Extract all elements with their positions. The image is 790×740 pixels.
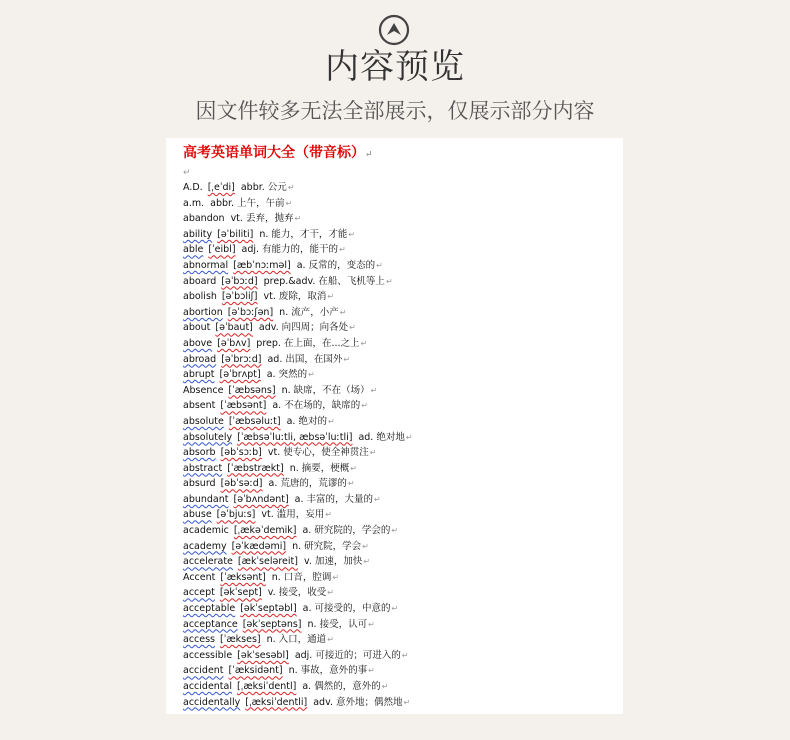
paragraph-mark: ↵ xyxy=(350,463,357,473)
word-entry xyxy=(183,617,413,633)
word-entry xyxy=(183,305,413,321)
entry-definition: n. 能力，才干，才能 xyxy=(259,228,348,240)
entry-definition: n. 研究院，学会 xyxy=(292,540,362,552)
paragraph-mark: ↵ xyxy=(294,214,302,224)
entry-phonetic: [ˈæksidənt] xyxy=(228,665,283,677)
entry-definition: vt. 使专心，使全神贯注 xyxy=(267,447,369,459)
entry-definition: adj. 有能力的，能干的 xyxy=(241,244,339,256)
paragraph-mark: ↵ xyxy=(343,354,351,364)
entry-definition: n. 口音，腔调 xyxy=(271,571,332,583)
entry-word: abandon xyxy=(183,213,225,225)
entry-word: absolute xyxy=(183,415,224,427)
word-entry xyxy=(183,320,413,336)
entry-definition: n. 事故，意外的事 xyxy=(288,665,368,677)
entry-word: abortion xyxy=(183,306,223,318)
word-entry xyxy=(183,336,413,352)
paragraph-mark: ↵ xyxy=(327,588,334,598)
entry-definition: n. 缺席，不在（场） xyxy=(281,384,370,396)
entry-phonetic: [ˈæbsəluːt] xyxy=(228,415,281,427)
paragraph-mark: ↵ xyxy=(403,697,411,707)
word-entry xyxy=(183,695,413,711)
entry-word: academy xyxy=(183,540,227,552)
entry-definition: n. 摘要，梗概 xyxy=(289,462,350,474)
entry-phonetic: [əˈbiliti] xyxy=(217,228,254,240)
entry-word: accidental xyxy=(183,681,232,692)
entry-phonetic: [ˌækəˈdemik] xyxy=(233,525,297,537)
entry-word: absorb xyxy=(183,447,216,459)
entry-phonetic: [əkˈseptəbl] xyxy=(240,603,297,615)
word-entry xyxy=(183,539,413,555)
paragraph-mark: ↵ xyxy=(369,448,377,458)
entry-definition: n. 入口，通道 xyxy=(266,634,327,646)
word-entry xyxy=(183,476,413,492)
word-entry xyxy=(183,196,413,212)
document-title-text: 高考英语单词大全（带音标） xyxy=(183,145,365,161)
entry-phonetic: [ækˈseləreit] xyxy=(237,556,298,568)
entry-definition: a. 反常的，变态的 xyxy=(296,259,376,271)
entry-definition: adv. 向四周；向各处 xyxy=(258,322,349,334)
paragraph-mark: ↵ xyxy=(376,260,383,270)
entry-phonetic: [ˈækses] xyxy=(220,634,261,646)
entry-word: abundant xyxy=(183,493,229,505)
entry-definition: a. 丰富的，大量的 xyxy=(294,493,374,505)
entry-phonetic: [əˈkædəmi] xyxy=(231,540,287,552)
entry-phonetic: [ˈæbsəˈluːtli, æbsəˈluːtli] xyxy=(237,431,353,443)
paragraph-mark: ↵ xyxy=(327,635,334,645)
word-entry xyxy=(183,211,413,227)
word-entry xyxy=(183,258,413,274)
entry-word: acceptance xyxy=(183,618,238,630)
word-entry xyxy=(183,632,413,648)
entry-definition: v. 接受，收受 xyxy=(267,587,327,599)
entry-phonetic: [əˈbjuːs] xyxy=(216,509,256,521)
paragraph-mark: ↵ xyxy=(332,572,340,582)
entry-definition: prep. 在上面，在...之上 xyxy=(256,337,360,349)
entry-phonetic: [əbˈsɔːb] xyxy=(220,447,262,459)
entry-word: ability xyxy=(183,228,213,240)
page-title: 内容预览 xyxy=(325,47,465,87)
paragraph-mark: ↵ xyxy=(327,292,335,302)
entry-definition: vt. 丢弃，抛弃 xyxy=(230,213,294,225)
entry-word: academic xyxy=(183,525,229,537)
word-entry xyxy=(183,445,413,461)
entry-definition: vt. 滥用，妄用 xyxy=(261,509,325,521)
entry-word: abroad xyxy=(183,353,217,365)
entry-phonetic: [ˈæbsənt] xyxy=(220,400,267,412)
entry-phonetic: [ˈæksənt] xyxy=(220,571,266,583)
entry-definition: a. 不在场的，缺席的 xyxy=(272,400,361,412)
entry-phonetic: [ˌeˈdi] xyxy=(207,182,235,193)
word-entry xyxy=(183,663,413,679)
paragraph-mark: ↵ xyxy=(349,323,356,333)
entry-phonetic: [əˈbɔːd] xyxy=(221,275,258,287)
paragraph-mark: ↵ xyxy=(368,619,375,629)
word-entry xyxy=(183,570,413,586)
entry-phonetic: [əˈbɔliʃ] xyxy=(221,291,258,303)
paragraph-mark: ↵ xyxy=(401,650,409,660)
entry-definition: a. 突然的 xyxy=(266,369,308,381)
word-entry xyxy=(183,554,413,570)
paragraph-mark: ↵ xyxy=(391,526,399,536)
entry-word: absurd xyxy=(183,478,216,490)
entry-definition: abbr. 公元 xyxy=(240,182,287,193)
entry-phonetic: [əkˈseptəns] xyxy=(242,618,302,630)
entry-definition: abbr. 上午，午前 xyxy=(210,197,285,209)
entry-phonetic: [əˈbɔːʃən] xyxy=(227,306,274,318)
entry-definition: n. 接受，认可 xyxy=(307,618,368,630)
entry-definition: a. 研究院的，学会的 xyxy=(302,525,391,537)
paragraph-mark: ↵ xyxy=(348,229,356,239)
entry-phonetic: [əˈbrɔːd] xyxy=(221,353,262,365)
entry-word: access xyxy=(183,634,216,646)
entry-word: Absence xyxy=(183,384,224,396)
entry-definition: adv. 意外地；偶然地 xyxy=(313,696,403,708)
entry-word: accident xyxy=(183,665,224,677)
entry-word: accept xyxy=(183,587,215,599)
entry-phonetic: [əkˈsept] xyxy=(219,587,262,599)
circled-chevron-up-icon xyxy=(378,14,410,46)
word-entry xyxy=(183,289,413,305)
entry-definition: ad. 出国，在国外 xyxy=(267,353,343,365)
paragraph-mark: ↵ xyxy=(363,557,371,567)
paragraph-mark: ↵ xyxy=(287,183,295,192)
paragraph-mark: ↵ xyxy=(360,338,368,348)
entry-definition: n. 流产，小产 xyxy=(279,306,339,318)
entry-word: above xyxy=(183,337,213,349)
paragraph-mark: ↵ xyxy=(368,666,375,676)
entry-word: A.D. xyxy=(183,182,203,193)
word-entry xyxy=(183,227,413,243)
paragraph-mark: ↵ xyxy=(391,604,399,614)
entry-definition: a. 偶然的，意外的 xyxy=(302,681,381,692)
word-entry xyxy=(183,383,413,399)
entry-definition: a. 荒唐的，荒谬的 xyxy=(268,478,347,490)
word-list xyxy=(183,180,413,710)
entry-word: abuse xyxy=(183,509,212,521)
word-entry xyxy=(183,352,413,368)
entry-word: abstract xyxy=(183,462,223,474)
entry-phonetic: [əˈbrʌpt] xyxy=(219,369,261,381)
entry-definition: a. 可接受的，中意的 xyxy=(302,603,391,615)
paragraph-mark: ↵ xyxy=(365,150,373,160)
word-entry xyxy=(183,367,413,383)
entry-phonetic: [ˌæksiˈdentli] xyxy=(245,696,308,708)
entry-phonetic: [ˈæbsəns] xyxy=(228,384,276,396)
paragraph-mark: ↵ xyxy=(339,307,347,317)
entry-word: Accent xyxy=(183,571,216,583)
entry-word: abnormal xyxy=(183,259,229,271)
document-title xyxy=(183,142,373,162)
entry-word: accidentally xyxy=(183,696,241,708)
entry-phonetic: [əˈbʌv] xyxy=(217,337,251,349)
paragraph-mark: ↵ xyxy=(374,494,381,504)
word-entry xyxy=(183,180,413,196)
entry-definition: a. 绝对的 xyxy=(286,415,327,427)
word-entry xyxy=(183,492,413,508)
entry-word: accessible xyxy=(183,649,233,661)
entry-phonetic: [əbˈsəːd] xyxy=(220,478,263,490)
entry-phonetic: [ˈeibl] xyxy=(208,244,236,256)
word-entry xyxy=(183,242,413,258)
entry-word: able xyxy=(183,244,204,256)
entry-word: aboard xyxy=(183,275,217,287)
entry-word: acceptable xyxy=(183,603,236,615)
word-entry xyxy=(183,461,413,477)
word-entry xyxy=(183,679,413,695)
paragraph-mark: ↵ xyxy=(325,510,332,520)
word-entry xyxy=(183,414,413,430)
paragraph-mark: ↵ xyxy=(370,385,378,395)
entry-definition: ad. 绝对地 xyxy=(358,431,405,443)
word-entry xyxy=(183,507,413,523)
paragraph-mark: ↵ xyxy=(385,276,393,286)
word-entry xyxy=(183,601,413,617)
paragraph-mark: ↵ xyxy=(285,198,293,208)
entry-word: absolutely xyxy=(183,431,233,443)
paragraph-mark: ↵ xyxy=(308,370,315,380)
word-entry xyxy=(183,398,413,414)
entry-phonetic: [æbˈnɔːməl] xyxy=(233,259,291,271)
entry-word: abolish xyxy=(183,291,217,303)
entry-definition: vt. 废除，取消 xyxy=(263,291,327,303)
blank-paragraph: ↵ xyxy=(183,168,191,178)
paragraph-mark: ↵ xyxy=(327,416,335,426)
entry-word: a.m. xyxy=(183,197,205,209)
entry-phonetic: [əˈbʌndənt] xyxy=(233,493,289,505)
entry-definition: v. 加速，加快 xyxy=(303,556,363,568)
word-entry xyxy=(183,585,413,601)
entry-word: absent xyxy=(183,400,216,412)
paragraph-mark: ↵ xyxy=(339,245,346,255)
entry-word: accelerate xyxy=(183,556,233,568)
entry-phonetic: [ˌæksiˈdentl] xyxy=(237,681,297,692)
word-entry xyxy=(183,274,413,290)
paragraph-mark: ↵ xyxy=(362,541,369,551)
page-subtitle: 因文件较多无法全部展示，仅展示部分内容 xyxy=(195,99,595,123)
paragraph-mark: ↵ xyxy=(381,682,389,691)
entry-phonetic: [ˈæbstrækt] xyxy=(227,462,284,474)
word-entry xyxy=(183,430,413,446)
entry-word: about xyxy=(183,322,211,334)
word-entry xyxy=(183,648,413,664)
word-entry xyxy=(183,523,413,539)
entry-definition: prep.&adv. 在船、飞机等上 xyxy=(263,275,385,287)
paragraph-mark: ↵ xyxy=(361,401,368,411)
paragraph-mark: ↵ xyxy=(347,479,355,489)
entry-phonetic: [əkˈsesəbl] xyxy=(237,649,289,661)
document-preview xyxy=(166,138,623,714)
entry-word: abrupt xyxy=(183,369,215,381)
entry-definition: adj. 可接近的；可进入的 xyxy=(294,649,401,661)
paragraph-mark: ↵ xyxy=(405,432,413,442)
entry-phonetic: [əˈbaut] xyxy=(215,322,253,334)
